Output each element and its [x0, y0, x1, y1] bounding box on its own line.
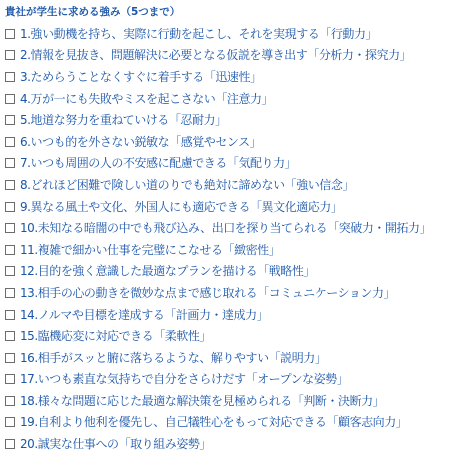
option-label[interactable]: 6.いつも的を外さない鋭敏な「感覚やセンス」: [20, 134, 262, 149]
option-label[interactable]: 13.相手の心の動きを微妙な点まで感じ取れる「コミュニケーション力」: [20, 285, 396, 300]
option-label[interactable]: 9.異なる風土や文化、外国人にも適応できる「異文化適応力」: [20, 199, 343, 214]
option-item[interactable]: [4, 66, 452, 88]
checkbox[interactable]: [5, 223, 15, 233]
checkbox[interactable]: [5, 396, 15, 406]
option-item[interactable]: [4, 261, 452, 283]
option-label[interactable]: 17.いつも素直な気持ちで自分をさらけだす「オープンな姿勢」: [20, 372, 349, 387]
option-item[interactable]: [4, 390, 452, 412]
option-item[interactable]: [4, 196, 452, 218]
checkbox[interactable]: [5, 266, 15, 276]
option-label[interactable]: 20.誠実な仕事への「取り組み姿勢」: [20, 437, 211, 452]
checkbox[interactable]: [5, 180, 15, 190]
checkbox[interactable]: [5, 374, 15, 384]
option-item[interactable]: [4, 153, 452, 175]
option-label[interactable]: 5.地道な努力を重ねていける「忍耐力」: [20, 113, 227, 128]
option-item[interactable]: [4, 282, 452, 304]
checkbox[interactable]: [5, 72, 15, 82]
option-item[interactable]: [4, 23, 452, 45]
option-item[interactable]: [4, 131, 452, 153]
checkbox[interactable]: [5, 115, 15, 125]
option-item[interactable]: [4, 45, 452, 67]
checkbox[interactable]: [5, 439, 15, 449]
option-item[interactable]: [4, 217, 452, 239]
option-item[interactable]: [4, 304, 452, 326]
option-label[interactable]: 18.様々な問題に応じた最適な解決策を見極められる「判断・決断力」: [20, 393, 385, 408]
checkbox[interactable]: [5, 331, 15, 341]
option-label[interactable]: 19.自利より他利を優先し、自己犠牲心をもって対応できる「顧客志向力」: [20, 415, 408, 430]
question-title: 貴社が学生に求める強み（5つまで）: [5, 6, 181, 18]
option-label[interactable]: 10.未知なる暗闇の中でも飛び込み、出口を探り当てられる「突破力・開拓力」: [20, 221, 432, 236]
option-label[interactable]: 12.目的を強く意識した最適なプランを描ける「戦略性」: [20, 264, 315, 279]
option-item[interactable]: [4, 239, 452, 261]
option-item[interactable]: [4, 433, 452, 455]
checkbox[interactable]: [5, 288, 15, 298]
option-label[interactable]: 8.どれほど困難で険しい道のりでも絶対に諦めない「強い信念」: [20, 177, 354, 192]
option-label[interactable]: 7.いつも周囲の人の不安感に配慮できる「気配り力」: [20, 156, 297, 171]
checkbox[interactable]: [5, 202, 15, 212]
checkbox[interactable]: [5, 417, 15, 427]
option-item[interactable]: [4, 88, 452, 110]
option-label[interactable]: 4.万が一にも失敗やミスを起こさない「注意力」: [20, 91, 274, 106]
checkbox[interactable]: [5, 50, 15, 60]
option-item[interactable]: [4, 109, 452, 131]
option-item[interactable]: [4, 325, 452, 347]
option-item[interactable]: [4, 347, 452, 369]
option-label[interactable]: 15.臨機応変に対応できる「柔軟性」: [20, 329, 211, 344]
checkbox[interactable]: [5, 353, 15, 363]
option-label[interactable]: 1.強い動機を持ち、実際に行動を起こし、それを実現する「行動力」: [20, 26, 378, 41]
checkbox[interactable]: [5, 158, 15, 168]
option-label[interactable]: 11.複雑で細かい仕事を完璧にこなせる「緻密性」: [20, 242, 281, 257]
option-item[interactable]: [4, 412, 452, 434]
option-label[interactable]: 16.相手がスッと腑に落ちるような、解りやすい「説明力」: [20, 350, 327, 365]
checkbox[interactable]: [5, 245, 15, 255]
option-item[interactable]: [4, 174, 452, 196]
checkbox[interactable]: [5, 29, 15, 39]
checkbox[interactable]: [5, 94, 15, 104]
option-label[interactable]: 3.ためらうことなくすぐに着手する「迅速性」: [20, 69, 262, 84]
option-list: [4, 23, 452, 455]
checkbox[interactable]: [5, 137, 15, 147]
option-label[interactable]: 14.ノルマや目標を達成する「計画力・達成力」: [20, 307, 269, 322]
checkbox[interactable]: [5, 310, 15, 320]
option-label[interactable]: 2.情報を見抜き、問題解決に必要となる仮説を導き出す「分析力・探究力」: [20, 48, 412, 63]
option-item[interactable]: [4, 369, 452, 391]
